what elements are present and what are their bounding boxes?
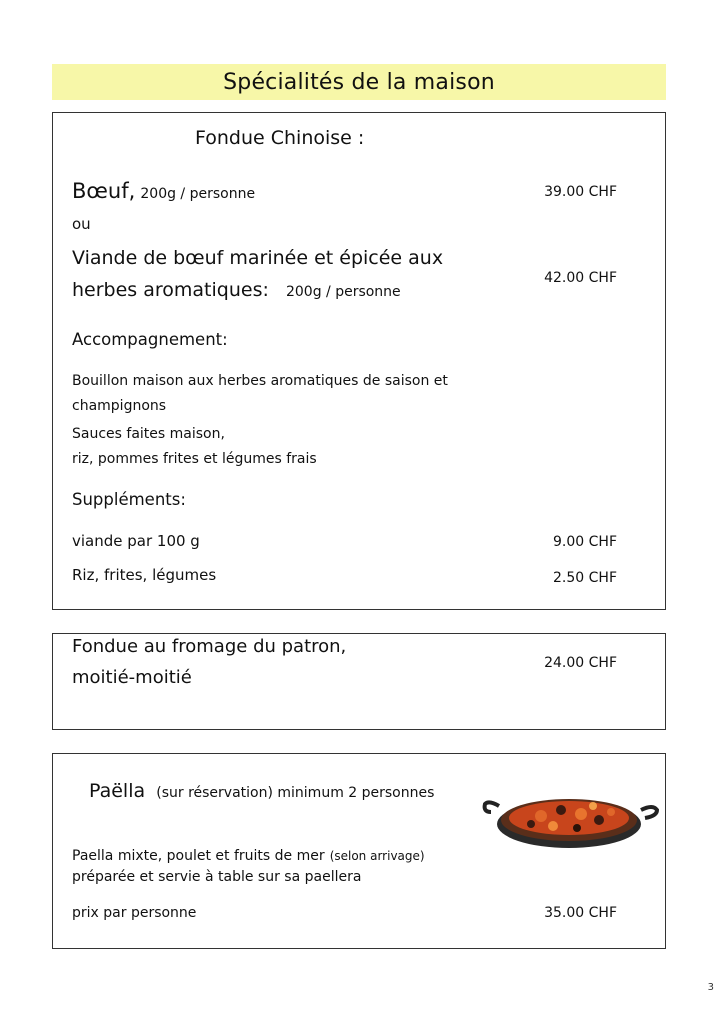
option2-line2: herbes aromatiques:	[72, 279, 269, 301]
paella-desc-line2: préparée et servie à table sur sa paellera	[72, 869, 362, 885]
paella-price-label: prix par personne	[72, 905, 197, 921]
accompaniment-line4: riz, pommes frites et légumes frais	[72, 451, 317, 467]
accompaniment-line1: Bouillon maison aux herbes aromatiques de saison et	[72, 373, 448, 389]
supplement-label: viande par 100 g	[72, 532, 200, 550]
option2-detail: 200g / personne	[285, 284, 401, 300]
option1-name: Bœuf,	[72, 179, 136, 203]
fondue-fromage-section	[52, 633, 666, 730]
supplement-price: 9.00 CHF	[553, 534, 617, 550]
option2-line1: Viande de bœuf marinée et épicée aux	[72, 247, 444, 269]
option2-price: 42.00 CHF	[544, 270, 617, 286]
paella-heading-note: (sur réservation) minimum 2 personnes	[156, 785, 435, 801]
option2-line2-row	[72, 279, 401, 301]
supplements-heading: Suppléments:	[72, 490, 186, 509]
option1-detail: 200g / personne	[140, 186, 256, 202]
supplement-label: Riz, frites, légumes	[72, 566, 217, 584]
fondue-fromage-line2: moitié-moitié	[72, 667, 192, 688]
or-text: ou	[72, 215, 91, 233]
option1-line	[72, 179, 255, 203]
paella-heading: Paëlla	[89, 780, 146, 802]
accompaniment-line3: Sauces faites maison,	[72, 426, 225, 442]
page-number: 3	[707, 982, 714, 993]
paella-section	[52, 753, 666, 949]
fondue-fromage-line1: Fondue au fromage du patron,	[72, 636, 347, 657]
fondue-chinoise-section	[52, 112, 666, 610]
paella-pan-image	[481, 772, 661, 852]
paella-desc-note: (selon arrivage)	[329, 849, 425, 863]
fondue-fromage-price: 24.00 CHF	[544, 655, 617, 671]
paella-price: 35.00 CHF	[544, 905, 617, 921]
paella-desc-line1: Paella mixte, poulet et fruits de mer	[72, 848, 325, 864]
fondue-chinoise-heading: Fondue Chinoise :	[195, 127, 365, 149]
accompaniment-heading: Accompagnement:	[72, 330, 228, 349]
option1-price: 39.00 CHF	[544, 184, 617, 200]
accompaniment-line2: champignons	[72, 398, 167, 414]
paella-heading-row	[89, 780, 434, 802]
supplement-price: 2.50 CHF	[553, 570, 617, 586]
page-title: Spécialités de la maison	[52, 64, 666, 100]
paella-desc-line1-row	[72, 845, 425, 864]
